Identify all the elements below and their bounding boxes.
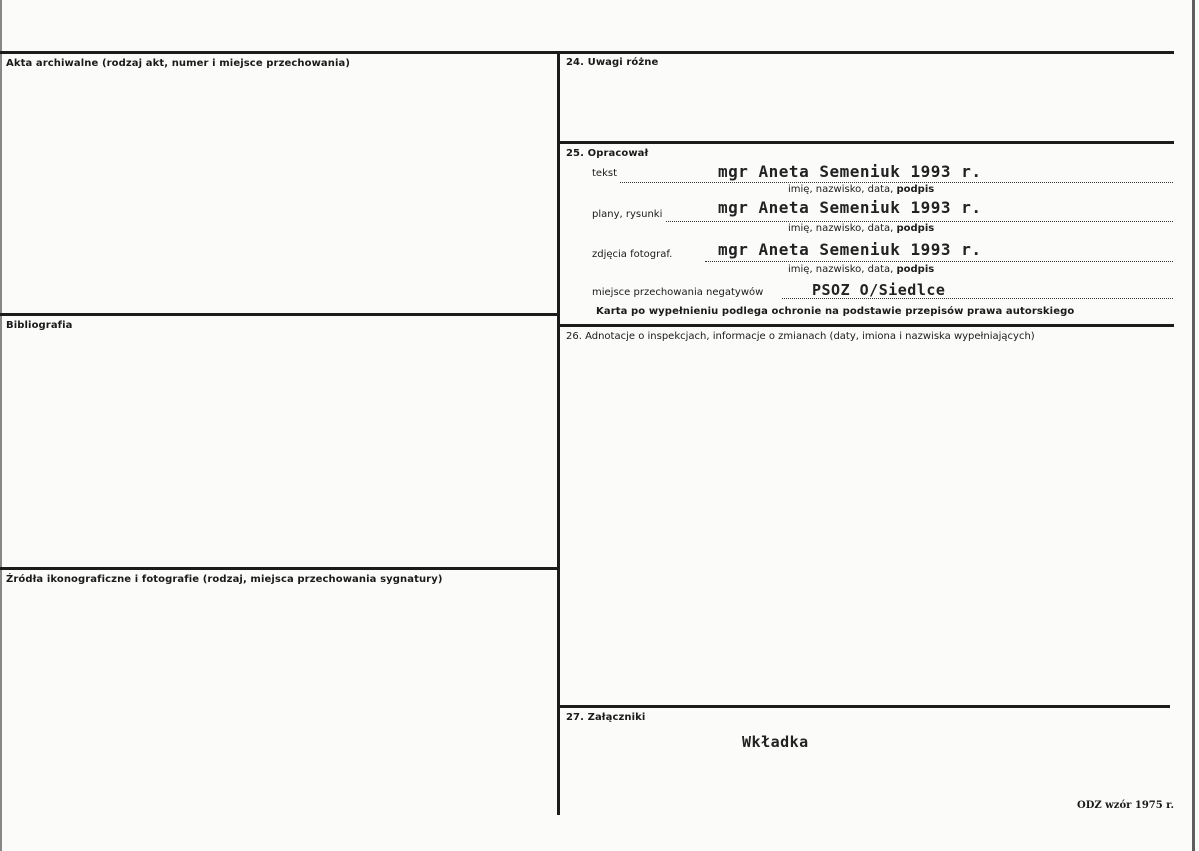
- tekst-caption-bold: podpis: [896, 184, 935, 195]
- plany-dotted-line: [666, 221, 1173, 222]
- adnotacje-label: 26. Adnotacje o inspekcjach, informacje o zmianach (daty, imiona i nazwiska wypełniających): [566, 331, 1035, 342]
- zdjecia-caption-bold: podpis: [896, 264, 935, 275]
- right-divider-3: [558, 705, 1170, 708]
- plany-caption-prefix: imię, nazwisko, data,: [788, 223, 894, 234]
- plany-caption-bold: podpis: [896, 223, 935, 234]
- negatywy-value: PSOZ O/Siedlce: [812, 281, 946, 299]
- tekst-dotted-line: [620, 182, 1173, 183]
- tekst-label: tekst: [592, 168, 617, 179]
- uwagi-label: 24. Uwagi różne: [566, 57, 659, 68]
- center-divider: [557, 52, 560, 815]
- plany-label: plany, rysunki: [592, 209, 663, 220]
- plany-caption: [788, 223, 934, 234]
- left-divider-1: [0, 313, 558, 316]
- form-footer: ODZ wzór 1975 r.: [1077, 800, 1175, 811]
- opracowal-label: 25. Opracował: [566, 148, 649, 159]
- zalaczniki-label: 27. Załączniki: [566, 712, 646, 723]
- tekst-value: mgr Aneta Semeniuk 1993 r.: [718, 162, 982, 181]
- akta-label: Akta archiwalne (rodzaj akt, numer i miejsce przechowania): [6, 58, 351, 69]
- negatywy-label: miejsce przechowania negatywów: [592, 287, 764, 298]
- zdjecia-dotted-line: [705, 261, 1173, 262]
- left-divider-2: [0, 567, 558, 570]
- zdjecia-caption-prefix: imię, nazwisko, data,: [788, 264, 894, 275]
- right-divider-1: [558, 141, 1174, 144]
- bibliografia-label: Bibliografia: [6, 320, 73, 331]
- zalaczniki-value: Wkładka: [742, 733, 809, 751]
- zdjecia-value: mgr Aneta Semeniuk 1993 r.: [718, 240, 982, 259]
- zdjecia-label: zdjęcia fotograf.: [592, 249, 673, 260]
- card-right-edge: [1192, 0, 1195, 851]
- card-left-edge: [0, 0, 2, 851]
- tekst-caption-prefix: imię, nazwisko, data,: [788, 184, 894, 195]
- zrodla-label: Źródła ikonograficzne i fotografie (rodzaj, miejsca przechowania sygnatury): [6, 574, 443, 585]
- right-divider-2: [558, 324, 1174, 327]
- tekst-caption: [788, 184, 934, 195]
- top-rule: [0, 51, 1174, 54]
- zdjecia-caption: [788, 264, 934, 275]
- plany-value: mgr Aneta Semeniuk 1993 r.: [718, 198, 982, 217]
- copyright-note: Karta po wypełnieniu podlega ochronie na podstawie przepisów prawa autorskiego: [596, 306, 1075, 317]
